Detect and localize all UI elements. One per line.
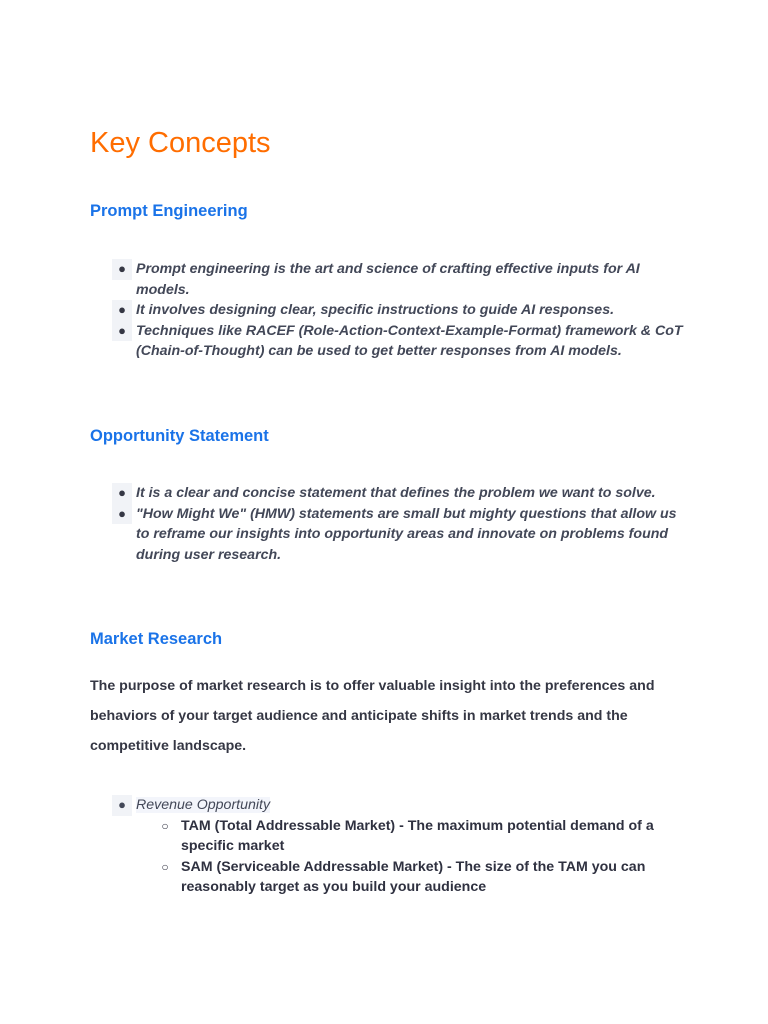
prompt-engineering-list (90, 259, 690, 362)
section-heading-prompt-engineering: Prompt Engineering (90, 202, 248, 220)
section-heading-opportunity-statement: Opportunity Statement (90, 427, 269, 445)
list-item (90, 300, 690, 321)
list-item-text: It involves designing clear, specific instructions to guide AI responses. (136, 302, 615, 318)
sub-list-item (136, 816, 690, 857)
list-item-text: Techniques like RACEF (Role-Action-Context-Example-Format) framework & CoT (Chain-of-Thought) can be used to get better responses from AI models. (136, 322, 683, 359)
opportunity-statement-list (90, 483, 690, 565)
list-item (90, 504, 690, 566)
circle-bullet-icon: ○ (161, 818, 169, 833)
market-research-paragraph: The purpose of market research is to offer valuable insight into the preferences and behaviors of your target audience and anticipate shifts in market trends and the competitive landscape. (90, 678, 655, 754)
list-item (90, 483, 690, 504)
revenue-opportunity-list (90, 795, 690, 898)
revenue-sub-list (136, 816, 690, 898)
list-item-text: "How Might We" (HMW) statements are small but mighty questions that allow us to reframe our insights into opportunity areas and innovate on problems found during user research. (136, 505, 677, 563)
circle-bullet-icon: ○ (161, 859, 169, 874)
sub-list-item-text: SAM (Serviceable Addressable Market) - The size of the TAM you can reasonably target as you build your audience (181, 858, 646, 895)
list-item-text: Prompt engineering is the art and science of crafting effective inputs for AI models. (136, 261, 640, 298)
list-item (90, 795, 690, 898)
bullet-icon: ● (112, 795, 132, 816)
section-heading-market-research: Market Research (90, 630, 223, 648)
sub-list-item (136, 857, 690, 898)
bullet-icon: ● (112, 259, 132, 280)
bullet-icon: ● (112, 504, 132, 525)
bullet-icon: ● (112, 300, 132, 321)
bullet-icon: ● (112, 483, 132, 504)
page-title: Key Concepts (90, 127, 271, 159)
list-item (90, 259, 690, 300)
list-item (90, 321, 690, 362)
sub-list-item-text: TAM (Total Addressable Market) - The maximum potential demand of a specific market (181, 817, 654, 854)
list-item-text: It is a clear and concise statement that defines the problem we want to solve. (136, 485, 656, 501)
revenue-opportunity-label: Revenue Opportunity (136, 797, 271, 813)
bullet-icon: ● (112, 321, 132, 342)
